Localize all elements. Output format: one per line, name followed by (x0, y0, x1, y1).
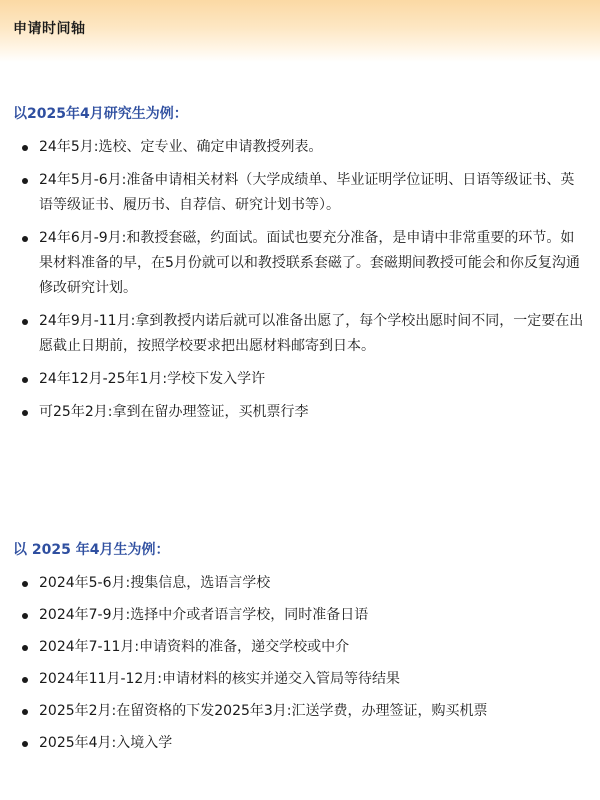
list-item: 2024年7-11月:申请资料的准备，递交学校或中介 (13, 635, 586, 660)
list-item: 可25年2月:拿到在留办理签证，买机票行李 (13, 400, 586, 425)
list-item: 2025年4月:入境入学 (13, 731, 586, 756)
graduate-timeline-section (13, 104, 586, 433)
language-school-timeline-section (13, 540, 586, 763)
list-item: 24年12月-25年1月:学校下发入学许 (13, 367, 586, 392)
list-item: 24年5月:选校、定专业、确定申请教授列表。 (13, 135, 586, 160)
list-item: 2024年7-9月:选择中介或者语言学校，同时准备日语 (13, 603, 586, 628)
list-item: 24年6月-9月:和教授套磁，约面试。面试也要充分准备，是申请中非常重要的环节。如果材料准备的早，在5月份就可以和教授联系套磁了。套磁期间教授可能会和你反复沟通修改研究计划。 (13, 226, 586, 301)
page-title: 申请时间轴 (13, 21, 86, 37)
timeline-list (13, 571, 586, 756)
list-item: 2024年11月-12月:申请材料的核实并递交入管局等待结果 (13, 667, 586, 692)
section-heading: 以2025年4月研究生为例： (13, 106, 188, 122)
timeline-list (13, 135, 586, 425)
section-heading: 以 2025 年4月生为例： (13, 542, 170, 558)
list-item: 2025年2月:在留资格的下发2025年3月:汇送学费，办理签证，购买机票 (13, 699, 586, 724)
list-item: 2024年5-6月:搜集信息，选语言学校 (13, 571, 586, 596)
page-header (0, 0, 600, 62)
list-item: 24年9月-11月:拿到教授内诺后就可以准备出愿了，每个学校出愿时间不同，一定要在出愿截止日期前，按照学校要求把出愿材料邮寄到日本。 (13, 309, 586, 359)
list-item: 24年5月-6月:准备申请相关材料（大学成绩单、毕业证明学位证明、日语等级证书、英语等级证书、履历书、自荐信、研究计划书等）。 (13, 168, 586, 218)
